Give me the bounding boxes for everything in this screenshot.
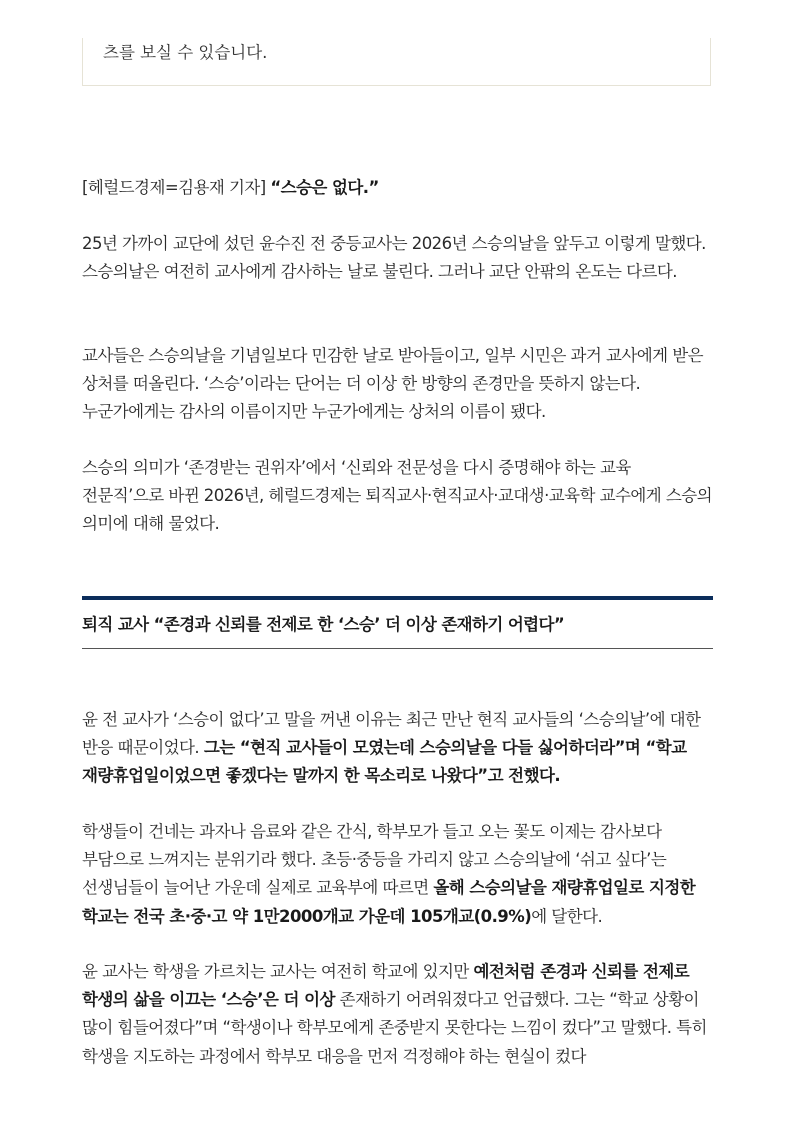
p5-text-end: 에 달한다. (531, 906, 603, 926)
body-paragraph-2: 교사들은 스승의날을 기념일보다 민감한 날로 받아들이고, 일부 시민은 과거 교사에게 받은 상처를 떠올린다. ‘스승’이라는 단어는 더 이상 한 방향의 존경만을 뜻하지 않는다. 누군가에게는 감사의 이름이지만 누군가에게는 상처의 이름이 됐다. (82, 346, 704, 422)
section-subheading (82, 596, 713, 649)
byline: [헤럴드경제=김용재 기자] (82, 178, 266, 197)
p4-text: 윤 전 교사가 ‘스승이 없다’고 말을 꺼낸 이유는 최근 만난 현직 교사들의 ‘스승의날’에 대한 반응 때문이었다. (82, 710, 701, 758)
body-paragraph-1: 25년 가까이 교단에 섰던 윤수진 전 중등교사는 2026년 스승의날을 앞두고 이렇게 말했다. 스승의날은 여전히 교사에게 감사하는 날로 불린다. 그러나 교단 안팎의 온도는 다르다. (82, 234, 706, 282)
body-paragraph-5 (82, 818, 713, 931)
body-paragraph-4 (82, 706, 713, 791)
summary-text-tail: 츠를 보실 수 있습니다. (103, 43, 268, 62)
p6-text-end: 존재하기 어려워졌다고 언급했다. 그는 “학교 상황이 많이 힘들어졌다”며 “학생이나 학부모에게 존중받지 못한다는 느낌이 컸다”고 말했다. 특히 학생을 지도하는 과정에서 학부모 대응을 먼저 걱정해야 하는 현실이 컸다 (82, 990, 707, 1066)
p5-text: 학생들이 건네는 과자나 음료와 같은 간식, 학부모가 들고 오는 꽃도 이제는 감사보다 부담으로 느껴지는 분위기라 했다. 초등·중등을 가리지 않고 스승의날에 ‘쉬고 싶다’는 선생님들이 늘어난 가운데 실제로 교육부에 따르면 (82, 822, 667, 898)
body-paragraph-3: 스승의 의미가 ‘존경받는 권위자’에서 ‘신뢰와 전문성을 다시 증명해야 하는 교육 전문직’으로 바뀐 2026년, 헤럴드경제는 퇴직교사·현직교사·교대생·교육학 교수에게 스승의 의미에 대해 물었다. (82, 458, 713, 534)
subheading-text: 퇴직 교사 “존경과 신뢰를 전제로 한 ‘스승’ 더 이상 존재하기 어렵다” (82, 615, 565, 634)
article-summary-box (82, 38, 711, 86)
p6-bold-text: 예전처럼 존경과 신뢰를 전제로 학생의 삶을 이끄는 ‘스승’은 더 이상 (82, 962, 690, 1010)
body-paragraph-6 (82, 958, 713, 1071)
lead-paragraph (82, 174, 713, 202)
p4-bold-quote: 그는 “현직 교사들이 모였는데 스승의날을 다들 싫어하더라”며 “학교 재량휴업일이었으면 좋겠다는 말까지 한 목소리로 나왔다”고 전했다. (82, 738, 687, 786)
lead-quote: “스승은 없다.” (270, 178, 379, 197)
p6-text: 윤 교사는 학생을 가르치는 교사는 여전히 학교에 있지만 (82, 962, 474, 981)
p5-bold-stat: 올해 스승의날을 재량휴업일로 지정한 학교는 전국 초·중·고 약 1만2000개교 가운데 105개교(0.9%) (82, 878, 696, 926)
